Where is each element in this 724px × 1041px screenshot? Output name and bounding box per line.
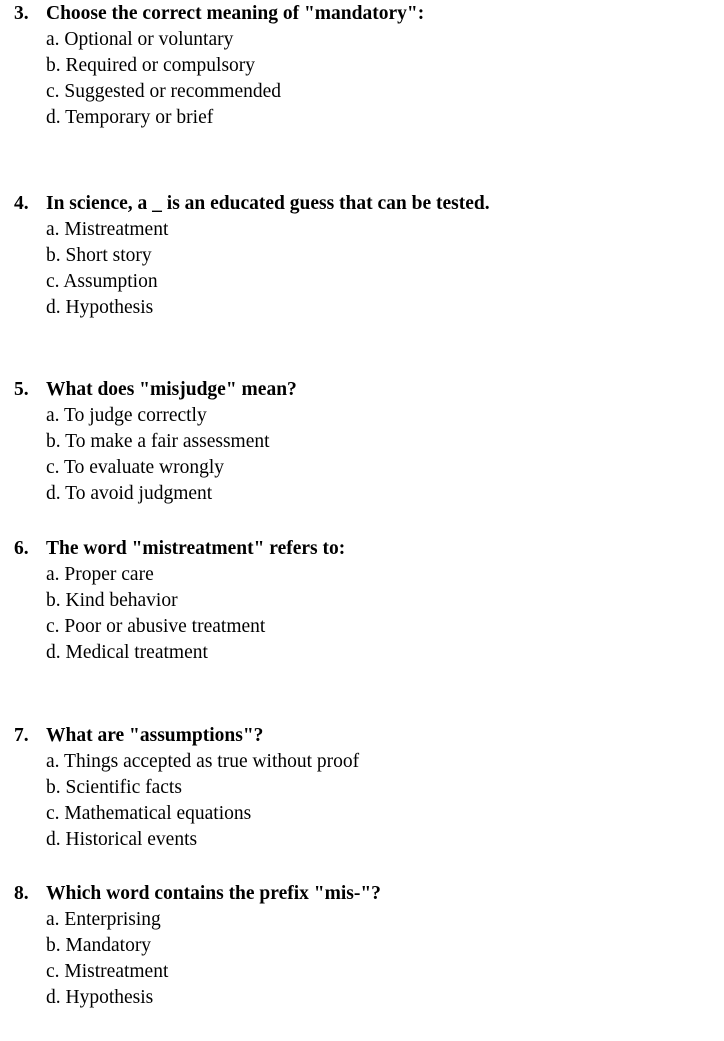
option-a: a. To judge correctly bbox=[46, 405, 207, 426]
question-heading bbox=[0, 377, 724, 403]
question-number: 4. bbox=[14, 193, 29, 214]
option-b: b. Mandatory bbox=[46, 935, 152, 956]
answer-options bbox=[46, 403, 270, 507]
question-number: 3. bbox=[14, 3, 29, 24]
question-number: 5. bbox=[14, 379, 29, 400]
option-c: c. Mathematical equations bbox=[46, 803, 252, 824]
option-b: b. Required or compulsory bbox=[46, 55, 256, 76]
answer-options bbox=[46, 749, 359, 853]
question-text: What does "misjudge" mean? bbox=[46, 379, 297, 400]
option-d: d. To avoid judgment bbox=[46, 483, 213, 504]
option-a: a. Things accepted as true without proof bbox=[46, 751, 360, 772]
answer-options bbox=[46, 217, 168, 321]
option-c: c. Poor or abusive treatment bbox=[46, 616, 266, 637]
question-number: 8. bbox=[14, 883, 29, 904]
answer-options bbox=[46, 27, 281, 131]
option-d: d. Temporary or brief bbox=[46, 107, 214, 128]
option-d: d. Historical events bbox=[46, 829, 198, 850]
option-d: d. Hypothesis bbox=[46, 987, 154, 1008]
option-b: b. Kind behavior bbox=[46, 590, 178, 611]
question-text: Choose the correct meaning of "mandatory": bbox=[46, 3, 425, 24]
option-b: b. To make a fair assessment bbox=[46, 431, 270, 452]
question-heading bbox=[0, 723, 724, 749]
option-c: c. Mistreatment bbox=[46, 961, 169, 982]
question-text: Which word contains the prefix "mis-"? bbox=[46, 883, 381, 904]
option-a: a. Mistreatment bbox=[46, 219, 169, 240]
question-number: 6. bbox=[14, 538, 29, 559]
question-heading bbox=[0, 191, 724, 217]
question-text: In science, a _ is an educated guess that can be tested. bbox=[46, 193, 490, 214]
question-heading bbox=[0, 1, 724, 27]
answer-options bbox=[46, 562, 265, 666]
question-heading bbox=[0, 881, 724, 907]
option-b: b. Scientific facts bbox=[46, 777, 182, 798]
option-c: c. Assumption bbox=[46, 271, 158, 292]
option-d: d. Hypothesis bbox=[46, 297, 154, 318]
answer-options bbox=[46, 907, 168, 1011]
option-c: c. To evaluate wrongly bbox=[46, 457, 225, 478]
option-a: a. Proper care bbox=[46, 564, 154, 585]
option-d: d. Medical treatment bbox=[46, 642, 208, 663]
question-text: What are "assumptions"? bbox=[46, 725, 264, 746]
question-number: 7. bbox=[14, 725, 29, 746]
question-text: The word "mistreatment" refers to: bbox=[46, 538, 346, 559]
option-a: a. Optional or voluntary bbox=[46, 29, 234, 50]
option-b: b. Short story bbox=[46, 245, 152, 266]
option-c: c. Suggested or recommended bbox=[46, 81, 282, 102]
option-a: a. Enterprising bbox=[46, 909, 161, 930]
question-heading bbox=[0, 536, 724, 562]
